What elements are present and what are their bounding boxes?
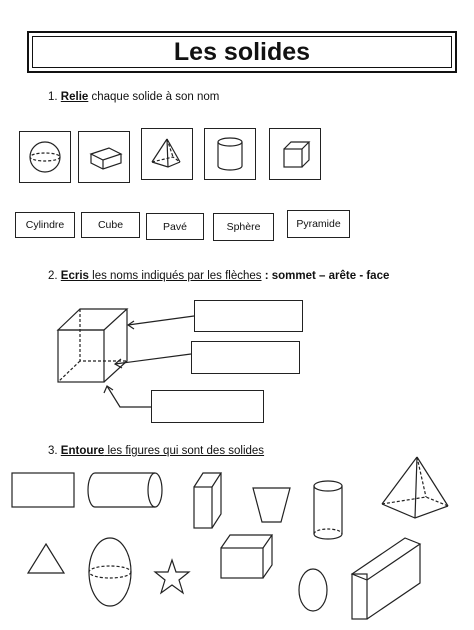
question-number: 1. bbox=[48, 91, 58, 103]
triangle-icon bbox=[28, 544, 64, 573]
ellipse-icon bbox=[299, 569, 327, 611]
page-title: Les solides bbox=[173, 37, 311, 66]
trapezoid-icon bbox=[253, 488, 290, 522]
pyramid-icon bbox=[382, 457, 448, 518]
cuboid-tall-icon bbox=[194, 473, 221, 528]
name-box-cube: Cube bbox=[81, 212, 140, 238]
ellipsoid-icon bbox=[89, 538, 131, 606]
question-text: chaque solide à son nom bbox=[88, 91, 220, 103]
name-box-sphere: Sphère bbox=[213, 213, 274, 241]
cuboid-icon bbox=[221, 535, 272, 578]
question-text: les noms indiqués par les flèches bbox=[88, 270, 262, 282]
question-verb: Entoure bbox=[60, 445, 105, 457]
rectangle-icon bbox=[12, 473, 74, 507]
question-verb: Relie bbox=[60, 91, 89, 103]
star-icon bbox=[155, 560, 189, 593]
cuboid-long-icon bbox=[352, 538, 420, 619]
vocabulary-words: : sommet – arête - face bbox=[261, 270, 390, 282]
name-box-pyramide: Pyramide bbox=[287, 210, 350, 238]
cylinder-icon bbox=[314, 481, 342, 539]
question-number: 3. bbox=[48, 445, 58, 457]
name-box-cylindre: Cylindre bbox=[15, 212, 75, 238]
question-verb: Ecris bbox=[60, 270, 89, 282]
question-number: 2. bbox=[48, 270, 58, 282]
name-box-pave: Pavé bbox=[146, 213, 204, 240]
cylinder-lying-icon bbox=[88, 473, 162, 507]
question-text: les figures qui sont des solides bbox=[104, 445, 265, 457]
